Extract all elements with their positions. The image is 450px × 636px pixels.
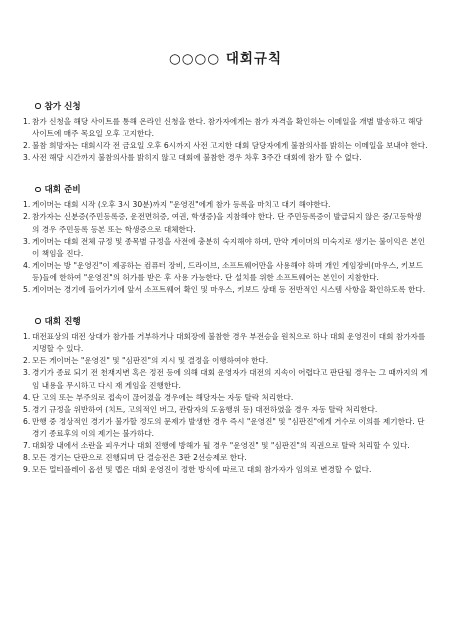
rule-number: 5.	[23, 285, 31, 295]
rule-number: 3.	[23, 153, 31, 163]
rule-number: 1.	[23, 200, 31, 210]
rule-item	[23, 452, 428, 464]
circle-bullet-icon	[35, 318, 41, 324]
section-heading-label: 대회 진행	[44, 317, 81, 328]
rule-number: 1.	[23, 117, 31, 126]
rule-number: 2.	[23, 356, 31, 366]
rule-item	[23, 404, 428, 416]
rule-number: 2.	[23, 212, 31, 222]
section-heading	[35, 315, 428, 327]
rule-item	[23, 355, 428, 367]
circle-bullet-icon	[35, 187, 41, 193]
rule-text: 게이머는 대회 전체 규정 및 종목별 규정을 사전에 충분히 숙지해야 하며, 만약 게이머의 미숙지로 생기는 불이익은 본인이 책임을 진다.	[32, 236, 426, 258]
section-heading	[35, 100, 428, 112]
rule-item	[23, 199, 428, 211]
rule-item	[23, 331, 428, 355]
rule-text: 경기 규정을 위반하여 (치트, 고의적인 버그, 관람자의 도움행위 등) 대전하였을 경우 자동 탈락 처리한다.	[32, 404, 378, 414]
rule-item	[23, 367, 428, 391]
rule-text: 게이머는 대회 시작 (오후 3시 30분)까지 "운영진"에게 참가 등록을 마치고 대기 해야한다.	[32, 200, 331, 210]
rule-number: 3.	[23, 368, 31, 378]
rule-text: 게이머는 경기에 들어가기에 앞서 소프트웨어 확인 및 마우스, 키보드 상태 등 전반적인 시스템 사항을 확인하도록 한다.	[32, 285, 426, 295]
circle-bullet-icon	[35, 103, 41, 109]
rule-item	[23, 211, 428, 235]
rule-text: 모든 경기는 단판으로 진행되며 단 결승전은 3판 2선승제로 한다.	[32, 453, 247, 463]
rules-section	[23, 315, 428, 476]
rules-section	[23, 183, 428, 296]
rules-sections	[23, 100, 428, 476]
rule-item	[23, 260, 428, 284]
document-title: ○○○○ 대회규칙	[169, 51, 282, 67]
rule-item	[23, 392, 428, 404]
rule-item	[23, 140, 428, 152]
rule-number: 2.	[23, 141, 31, 151]
rule-number: 4.	[23, 260, 31, 270]
rule-text: 대전표상의 대전 상대가 참가를 거부하거나 대회장에 불참한 경우 부전승을 원칙으로 하나 대회 운영진이 대회 참가자를 지명할 수 있다.	[32, 332, 426, 354]
rule-item	[23, 416, 428, 440]
rule-number: 6.	[23, 416, 31, 426]
rule-number: 9.	[23, 465, 31, 475]
rule-item	[23, 284, 428, 296]
rule-number: 5.	[23, 404, 31, 414]
rule-text: 게이머는 방 "운영진"이 제공하는 컴퓨터 장비, 드라이브, 소프트웨어만을 사용해야 하며 개인 게임장비(마우스, 키보드 등)들에 한하여 "운영진"의 허가를 받은 후 사용 가능한다. 단 설치를 위한 소프트웨어는 본인이 지참한다.	[32, 260, 423, 282]
rule-list	[23, 116, 428, 164]
rule-number: 7.	[23, 440, 31, 450]
rule-number: 1.	[23, 332, 31, 342]
rule-text: 참가 신청을 해당 사이트를 통해 온라인 신청을 한다. 참가자에게는 참가 자격을 확인하는 이메일을 개별 발송하고 해당 사이트에 매주 목요일 오후 고지한다.	[32, 117, 423, 139]
rule-text: 불참 희망자는 대회시각 전 금요일 오후 6시까지 사전 고지한 대회 담당자에게 불참의사를 밝히는 이메일을 보내야 한다.	[32, 141, 428, 151]
rule-text: 대회장 내에서 소란을 피우거나 대회 진행에 방해가 될 경우 "운영진" 및 "심판진"의 직권으로 탈락 처리할 수 있다.	[32, 440, 410, 450]
rule-item	[23, 152, 428, 164]
rule-number: 4.	[23, 392, 31, 402]
rule-item	[23, 440, 428, 452]
rule-list	[23, 331, 428, 476]
rule-number: 8.	[23, 453, 31, 463]
section-heading	[35, 183, 428, 195]
section-heading-label: 대회 준비	[44, 185, 81, 196]
rule-item	[23, 236, 428, 260]
rule-number: 3.	[23, 236, 31, 246]
rule-text: 단 고의 또는 부주의로 접속이 끊어졌을 경우에는 해당자는 자동 탈락 처리한다.	[32, 392, 294, 402]
rule-text: 모든 멀티플레이 옵션 및 맵은 대회 운영진이 정한 방식에 따르고 대회 참가자가 임의로 변경할 수 없다.	[32, 465, 372, 475]
rule-list	[23, 199, 428, 296]
rule-text: 모든 게이머는 "운영진" 및 "심판진"의 지시 및 결정을 이행하여야 한다.	[32, 356, 269, 366]
rule-text: 경기가 종료 되기 전 천재지변 혹은 정전 등에 의해 대회 운영자가 대전의 지속이 어렵다고 판단될 경우는 그 때까지의 게임 내용을 무시하고 다시 재 게임을 진행한다.	[32, 368, 428, 390]
rule-text: 만행 중 정상적인 경기가 불가할 정도의 문제가 발생한 경우 즉시 "운영진" 및 "심판진"에게 거수로 이의를 제기한다. 단 경기 종료후의 이의 제기는 불가하다.	[32, 416, 425, 438]
rule-item	[23, 116, 428, 140]
rule-item	[23, 464, 428, 476]
section-heading-label: 참가 신청	[44, 102, 81, 112]
rules-section	[23, 100, 428, 164]
rule-text: 사전 해당 시간까지 불참의사를 밝히지 않고 대회에 불참한 경우 차후 3주간 대회에 참가 할 수 없다.	[32, 153, 362, 163]
rule-text: 참가자는 신분증(주민등록증, 운전면허증, 여권, 학생증)을 지참해야 한다. 단 주민등록증이 발급되지 않은 중/고등학생의 경우 주민등록 등본 또는 학생증으로 대체한다.	[32, 212, 422, 234]
